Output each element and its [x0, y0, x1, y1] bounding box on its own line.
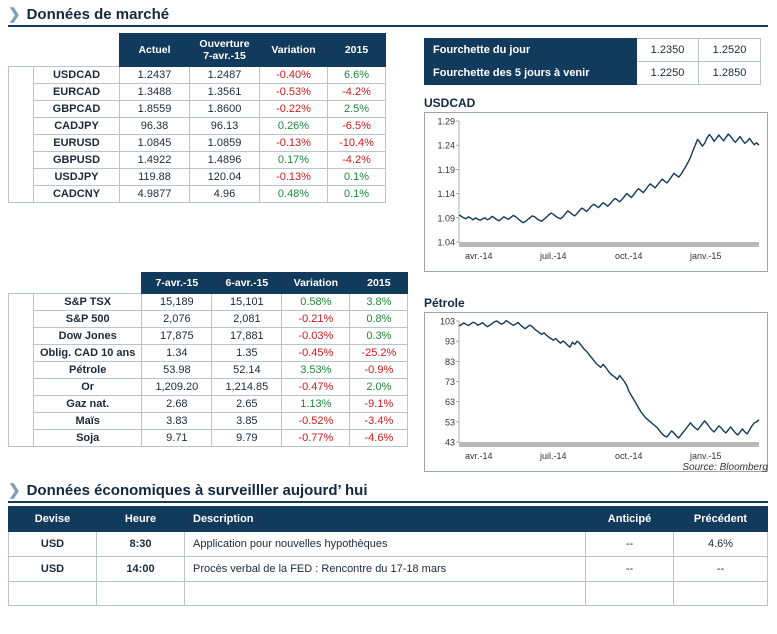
other-markets-table: [8, 272, 408, 447]
econ-cell-description: [185, 582, 586, 606]
fx-row-variation: 0.17%: [260, 152, 328, 169]
fx-row-variation: 0.48%: [260, 186, 328, 203]
page-title: Données de marché: [26, 6, 170, 23]
chevron-right-icon: ❯: [8, 6, 21, 23]
table-row: [425, 62, 761, 85]
svg-text:93: 93: [444, 336, 455, 347]
mk-row-date2: 9.79: [212, 430, 282, 447]
mk-row-date2: 1,214.85: [212, 379, 282, 396]
econ-cell-heure: 14:00: [97, 557, 185, 582]
mk-col-date1: 7-avr.-15: [142, 273, 212, 294]
svg-text:43: 43: [444, 437, 455, 448]
fx-row-name: USDJPY: [34, 169, 120, 186]
mk-row-date1: 15,189: [142, 294, 212, 311]
fx-row-ouverture: 1.8600: [190, 101, 260, 118]
mk-row-date1: 2,076: [142, 311, 212, 328]
fx-row-name: EURUSD: [34, 135, 120, 152]
fx-row-ouverture: 96.13: [190, 118, 260, 135]
mk-row-date1: 3.83: [142, 413, 212, 430]
oil-chart-frame: [424, 312, 768, 472]
fx-row-name: EURCAD: [34, 84, 120, 101]
table-row: [9, 379, 408, 396]
table-row: [9, 169, 386, 186]
svg-text:janv.-15: janv.-15: [690, 251, 722, 261]
fx-row-variation: -0.13%: [260, 135, 328, 152]
economic-calendar-table: [8, 506, 768, 606]
table-row: [9, 294, 408, 311]
range-row-label: Fourchette des 5 jours à venir: [425, 62, 637, 85]
fx-row-2015: -10.4%: [328, 135, 386, 152]
table-row: [9, 557, 768, 582]
mk-row-name: Oblig. CAD 10 ans: [34, 345, 142, 362]
svg-text:1.29: 1.29: [437, 116, 455, 127]
table-row: [9, 186, 386, 203]
fx-row-ouverture: 120.04: [190, 169, 260, 186]
fx-row-2015: 6.6%: [328, 67, 386, 84]
econ-col-anticipe: Anticipé: [586, 507, 674, 532]
mk-row-variation: -0.77%: [282, 430, 350, 447]
mk-name-spacer: [34, 273, 142, 294]
table-row: [9, 67, 386, 84]
mk-row-date2: 2,081: [212, 311, 282, 328]
mk-row-date1: 17,875: [142, 328, 212, 345]
fx-side-label: [9, 67, 34, 203]
other-markets-side-label: [9, 294, 34, 447]
fx-row-name: CADJPY: [34, 118, 120, 135]
svg-text:1.14: 1.14: [437, 189, 455, 200]
table-row: [9, 101, 386, 118]
mk-col-2015: 2015: [350, 273, 408, 294]
usdcad-chart-svg: [425, 113, 767, 268]
fx-row-actuel: 119.88: [120, 169, 190, 186]
fx-row-2015: -4.2%: [328, 152, 386, 169]
fx-row-ouverture: 1.2487: [190, 67, 260, 84]
econ-cell-anticipe: [586, 582, 674, 606]
svg-text:1.04: 1.04: [437, 237, 455, 248]
fx-sidelabel-spacer: [9, 34, 34, 67]
mk-row-2015: 0.3%: [350, 328, 408, 345]
oil-chart-svg: [425, 313, 767, 468]
fx-row-name: GBPCAD: [34, 101, 120, 118]
economic-data-title: Données économiques à surveilller aujourd’ hui: [26, 482, 368, 499]
econ-col-precedent: Précédent: [674, 507, 768, 532]
market-data-section-header: [8, 6, 768, 27]
mk-row-date1: 1,209.20: [142, 379, 212, 396]
fx-row-2015: 2.5%: [328, 101, 386, 118]
range-row-label: Fourchette du jour: [425, 39, 637, 62]
econ-cell-devise: USD: [9, 557, 97, 582]
econ-cell-precedent: --: [674, 557, 768, 582]
mk-row-2015: -25.2%: [350, 345, 408, 362]
mk-row-2015: -9.1%: [350, 396, 408, 413]
svg-text:1.09: 1.09: [437, 213, 455, 224]
svg-text:1.19: 1.19: [437, 164, 455, 175]
mk-row-2015: 3.8%: [350, 294, 408, 311]
fx-row-actuel: 96.38: [120, 118, 190, 135]
usdcad-chart: [424, 96, 768, 272]
svg-text:avr.-14: avr.-14: [465, 251, 493, 261]
fx-row-actuel: 1.3488: [120, 84, 190, 101]
mk-row-date2: 15,101: [212, 294, 282, 311]
econ-cell-description: Application pour nouvelles hypothèques: [185, 532, 586, 557]
mk-row-date2: 3.85: [212, 413, 282, 430]
mk-col-date2: 6-avr.-15: [212, 273, 282, 294]
fx-row-actuel: 4.9877: [120, 186, 190, 203]
fx-row-ouverture: 1.4896: [190, 152, 260, 169]
fx-row-ouverture: 1.3561: [190, 84, 260, 101]
table-row: [9, 362, 408, 379]
fx-row-actuel: 1.8559: [120, 101, 190, 118]
fx-col-2015: 2015: [328, 34, 386, 67]
mk-row-date2: 2.65: [212, 396, 282, 413]
svg-text:1.24: 1.24: [437, 140, 455, 151]
mk-row-name: Dow Jones: [34, 328, 142, 345]
econ-cell-description: Procès verbal de la FED : Rencontre du 17-18 mars: [185, 557, 586, 582]
mk-row-2015: 0.8%: [350, 311, 408, 328]
fx-row-variation: -0.22%: [260, 101, 328, 118]
econ-col-devise: Devise: [9, 507, 97, 532]
mk-row-2015: -3.4%: [350, 413, 408, 430]
econ-col-heure: Heure: [97, 507, 185, 532]
mk-row-variation: -0.52%: [282, 413, 350, 430]
mk-row-variation: -0.03%: [282, 328, 350, 345]
mk-row-variation: -0.47%: [282, 379, 350, 396]
fx-row-2015: 0.1%: [328, 169, 386, 186]
mk-row-variation: 0.58%: [282, 294, 350, 311]
fx-row-actuel: 1.2437: [120, 67, 190, 84]
oil-chart: [424, 296, 768, 472]
oil-chart-title: Pétrole: [424, 296, 465, 310]
table-row: [9, 582, 768, 606]
mk-row-variation: -0.45%: [282, 345, 350, 362]
table-row: [9, 328, 408, 345]
table-row: [9, 345, 408, 362]
fx-side-label-text: FX: [15, 125, 27, 141]
mk-row-date1: 9.71: [142, 430, 212, 447]
mk-row-name: Pétrole: [34, 362, 142, 379]
svg-text:juil.-14: juil.-14: [540, 251, 567, 261]
mk-row-date1: 1.34: [142, 345, 212, 362]
svg-text:janv.-15: janv.-15: [690, 451, 722, 461]
fx-row-variation: 0.26%: [260, 118, 328, 135]
mk-sidelabel-spacer: [9, 273, 34, 294]
mk-row-name: Maïs: [34, 413, 142, 430]
table-row: [9, 118, 386, 135]
fx-table: [8, 33, 386, 203]
table-header-row: [9, 273, 408, 294]
fx-row-name: GBPUSD: [34, 152, 120, 169]
fx-row-variation: -0.13%: [260, 169, 328, 186]
fx-row-name: USDCAD: [34, 67, 120, 84]
svg-text:83: 83: [444, 356, 455, 367]
mk-row-name: Gaz nat.: [34, 396, 142, 413]
mk-row-variation: -0.21%: [282, 311, 350, 328]
range-row-high: 1.2520: [699, 39, 761, 62]
econ-col-description: Description: [185, 507, 586, 532]
fx-row-variation: -0.40%: [260, 67, 328, 84]
fx-row-2015: -4.2%: [328, 84, 386, 101]
mk-row-2015: 2.0%: [350, 379, 408, 396]
chevron-right-icon: ❯: [8, 482, 21, 499]
mk-row-2015: -4.6%: [350, 430, 408, 447]
mk-row-2015: -0.9%: [350, 362, 408, 379]
svg-text:juil.-14: juil.-14: [540, 451, 567, 461]
mk-row-name: S&P 500: [34, 311, 142, 328]
fx-name-spacer: [34, 34, 120, 67]
table-row: [9, 532, 768, 557]
svg-text:avr.-14: avr.-14: [465, 451, 493, 461]
range-row-low: 1.2250: [637, 62, 699, 85]
svg-text:103: 103: [439, 316, 455, 327]
other-markets-side-label-text: Autres marchés: [15, 323, 27, 414]
svg-text:oct.-14: oct.-14: [615, 251, 643, 261]
table-row: [9, 430, 408, 447]
usdcad-chart-title: USDCAD: [424, 96, 476, 110]
svg-text:53: 53: [444, 417, 455, 428]
fx-row-ouverture: 4.96: [190, 186, 260, 203]
mk-col-variation: Variation: [282, 273, 350, 294]
mk-row-variation: 3.53%: [282, 362, 350, 379]
table-row: [9, 396, 408, 413]
mk-row-date2: 1.35: [212, 345, 282, 362]
table-row: [9, 135, 386, 152]
chart-source-note: Source: Bloomberg: [682, 462, 768, 473]
mk-row-date2: 52.14: [212, 362, 282, 379]
fx-row-actuel: 1.0845: [120, 135, 190, 152]
mk-row-variation: 1.13%: [282, 396, 350, 413]
usdcad-chart-frame: [424, 112, 768, 272]
fx-row-2015: -6.5%: [328, 118, 386, 135]
econ-cell-devise: [9, 582, 97, 606]
mk-row-date1: 53.98: [142, 362, 212, 379]
range-row-low: 1.2350: [637, 39, 699, 62]
range-row-high: 1.2850: [699, 62, 761, 85]
usdcad-range-table: [424, 38, 761, 85]
econ-cell-heure: 8:30: [97, 532, 185, 557]
fx-row-ouverture: 1.0859: [190, 135, 260, 152]
econ-cell-precedent: 4.6%: [674, 532, 768, 557]
table-row: [9, 84, 386, 101]
mk-row-name: Or: [34, 379, 142, 396]
table-header-row: [9, 34, 386, 67]
econ-cell-anticipe: --: [586, 532, 674, 557]
fx-col-ouverture: [190, 34, 260, 67]
svg-text:oct.-14: oct.-14: [615, 451, 643, 461]
fx-col-ouverture-line1: Ouverture: [199, 38, 250, 50]
fx-col-actuel: Actuel: [120, 34, 190, 67]
table-row: [9, 311, 408, 328]
fx-row-variation: -0.53%: [260, 84, 328, 101]
mk-row-name: Soja: [34, 430, 142, 447]
fx-row-actuel: 1.4922: [120, 152, 190, 169]
mk-row-date2: 17,881: [212, 328, 282, 345]
fx-col-variation: Variation: [260, 34, 328, 67]
table-row: [425, 39, 761, 62]
table-row: [9, 413, 408, 430]
econ-cell-precedent: [674, 582, 768, 606]
econ-cell-anticipe: --: [586, 557, 674, 582]
fx-col-ouverture-line2: 7-avr.-15: [203, 50, 246, 62]
econ-cell-heure: [97, 582, 185, 606]
svg-text:73: 73: [444, 377, 455, 387]
svg-text:63: 63: [444, 397, 455, 408]
table-row: [9, 152, 386, 169]
econ-cell-devise: USD: [9, 532, 97, 557]
mk-row-name: S&P TSX: [34, 294, 142, 311]
fx-row-2015: 0.1%: [328, 186, 386, 203]
fx-row-name: CADCNY: [34, 186, 120, 203]
economic-data-section-header: [8, 482, 768, 503]
table-header-row: [9, 507, 768, 532]
mk-row-date1: 2.68: [142, 396, 212, 413]
